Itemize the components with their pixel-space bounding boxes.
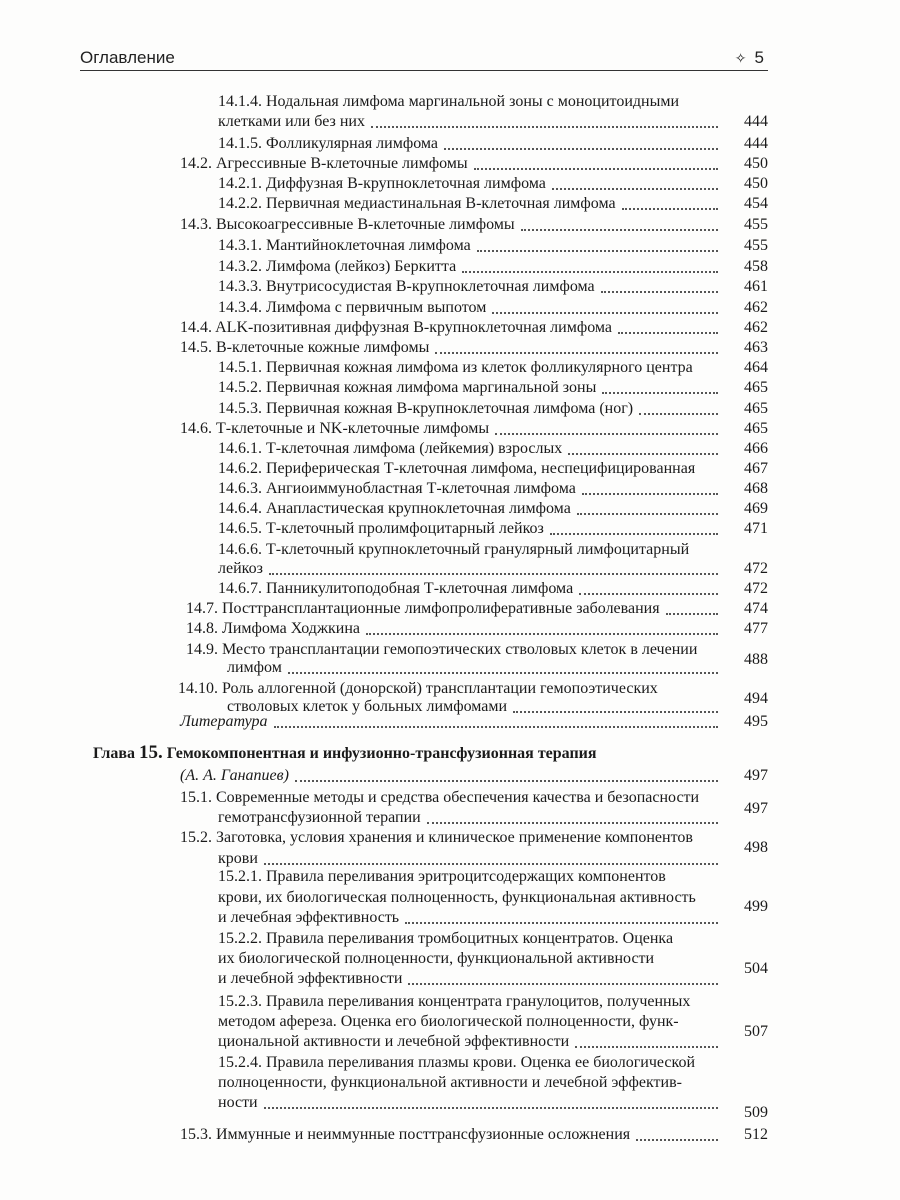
- toc-entry[interactable]: 14.5. В-клеточные кожные лимфомы: [180, 338, 724, 358]
- toc-entry-line: 15.2.4. Правила переливания плазмы крови. Оценка ее биологической: [218, 1054, 695, 1071]
- toc-entry[interactable]: стволовых клеток у больных лимфомами: [227, 697, 724, 717]
- chapter-heading[interactable]: Глава 15. Гемокомпонентная и инфузионно-трансфузионная терапия: [93, 742, 597, 763]
- toc-entry-line: их биологической полноценности, функциональной активности: [218, 950, 655, 967]
- toc-entry-line: 15.2.1. Правила переливания эритроцитсодержащих компонентов: [218, 868, 666, 885]
- toc-entry[interactable]: гемотрансфузионной терапии: [218, 808, 724, 828]
- toc-page-number: 477: [744, 620, 768, 637]
- toc-entry[interactable]: 14.3.4. Лимфома с первичным выпотом: [218, 298, 724, 318]
- toc-entry[interactable]: 14.8. Лимфома Ходжкина: [186, 619, 724, 639]
- toc-page-number: 465: [744, 400, 768, 417]
- toc-page-number: 461: [744, 278, 768, 295]
- toc-entry[interactable]: 14.6.7. Панникулитоподобная Т-клеточная лимфома: [218, 579, 724, 599]
- toc-entry[interactable]: 14.2.1. Диффузная В-крупноклеточная лимфома: [218, 174, 724, 194]
- toc-entry[interactable]: клетками или без них: [218, 112, 724, 132]
- toc-page-number: 488: [744, 651, 768, 668]
- toc-page-number: 462: [744, 319, 768, 336]
- toc-entry[interactable]: 14.3.3. Внутрисосудистая В-крупноклеточная лимфома: [218, 277, 724, 297]
- page-number: 5: [754, 48, 764, 67]
- toc-entry-line: 15.2.2. Правила переливания тромбоцитных концентратов. Оценка: [218, 930, 674, 947]
- toc-entry-line: 15.1. Современные методы и средства обеспечения качества и безопасности: [180, 789, 700, 806]
- toc-entry[interactable]: 14.3.2. Лимфома (лейкоз) Беркитта: [218, 257, 724, 277]
- toc-entry[interactable]: 14.2. Агрессивные В-клеточные лимфомы: [180, 154, 724, 174]
- header-title: Оглавление: [80, 48, 175, 67]
- toc-entry-line: 15.2. Заготовка, условия хранения и клиническое применение компонентов: [180, 829, 693, 846]
- toc-page-number: 444: [744, 113, 768, 130]
- toc-entry-line: 14.10. Роль аллогенной (донорской) трансплантации гемопоэтических: [178, 680, 658, 697]
- toc-page-number: 465: [744, 420, 768, 437]
- toc-entry[interactable]: ности: [218, 1093, 724, 1113]
- toc-entry[interactable]: лимфом: [227, 658, 724, 678]
- toc-entry[interactable]: 14.1.5. Фолликулярная лимфома: [218, 134, 724, 154]
- toc-page-number: 463: [744, 339, 768, 356]
- toc-entry[interactable]: 14.7. Посттрансплантационные лимфопролиферативные заболевания: [186, 599, 724, 619]
- toc-page-number: 471: [744, 520, 768, 537]
- ornament-icon: ✧: [734, 50, 747, 66]
- toc-entry-line: 14.9. Место трансплантации гемопоэтических стволовых клеток в лечении: [186, 641, 698, 658]
- toc-page-number: 504: [744, 960, 768, 977]
- toc-entry[interactable]: 14.6.3. Ангиоиммунобластная Т-клеточная лимфома: [218, 479, 724, 499]
- toc-page-number: 474: [744, 600, 768, 617]
- toc-page-number: 450: [744, 175, 768, 192]
- toc-page-number: 454: [744, 195, 768, 212]
- toc-entry[interactable]: 14.6.2. Периферическая Т-клеточная лимфома, неспецифицированная: [218, 460, 696, 477]
- toc-page-number: 498: [744, 839, 768, 856]
- toc-entry-author[interactable]: (А. А. Ганапиев): [180, 766, 724, 786]
- toc-page-number: 465: [744, 379, 768, 396]
- toc-entry-line: полноценности, функциональной активности и лечебной эффектив-: [218, 1074, 682, 1091]
- toc-page-number: 466: [744, 440, 768, 457]
- toc-entry[interactable]: 14.5.2. Первичная кожная лимфома маргинальной зоны: [218, 378, 724, 398]
- toc-page-number: 469: [744, 500, 768, 517]
- toc-entry[interactable]: 14.5.3. Первичная кожная В-крупноклеточная лимфома (ног): [218, 399, 724, 419]
- toc-entry[interactable]: 14.6.5. Т-клеточный пролимфоцитарный лейкоз: [218, 519, 724, 539]
- toc-entry[interactable]: 14.6.1. Т-клеточная лимфома (лейкемия) взрослых: [218, 439, 724, 459]
- toc-page-number: 497: [744, 800, 768, 817]
- toc-page-number: 495: [744, 713, 768, 730]
- toc-entry[interactable]: 14.4. ALK-позитивная диффузная В-крупноклеточная лимфома: [180, 318, 724, 338]
- toc-page-number: 472: [744, 560, 768, 577]
- toc-entry[interactable]: циональной активности и лечебной эффективности: [218, 1032, 724, 1052]
- toc-entry[interactable]: 14.2.2. Первичная медиастинальная В-клеточная лимфома: [218, 194, 724, 214]
- toc-page-number: 497: [744, 767, 768, 784]
- toc-page-number: 444: [744, 135, 768, 152]
- toc-entry[interactable]: 14.5.1. Первичная кожная лимфома из клеток фолликулярного центра: [218, 359, 693, 376]
- toc-page-number: 450: [744, 155, 768, 172]
- toc-entry-line: методом афереза. Оценка его биологической полноценности, функ-: [218, 1013, 679, 1030]
- toc-entry-line: 14.6.6. Т-клеточный крупноклеточный гранулярный лимфоцитарный: [218, 541, 690, 558]
- toc-entry-line: 14.1.4. Нодальная лимфома маргинальной зоны с моноцитоидными: [218, 93, 680, 110]
- leader-dots: [371, 125, 718, 128]
- toc-page-number: 512: [744, 1126, 768, 1143]
- toc-page-number: 494: [744, 690, 768, 707]
- toc-page-number: 458: [744, 258, 768, 275]
- toc-entry[interactable]: крови: [218, 849, 724, 869]
- toc-page-number: 509: [744, 1104, 768, 1121]
- toc-page-number: 499: [744, 898, 768, 915]
- toc-entry[interactable]: 15.3. Иммунные и неиммунные посттрансфузионные осложнения: [180, 1125, 724, 1145]
- toc-entry[interactable]: 14.6.4. Анапластическая крупноклеточная лимфома: [218, 499, 724, 519]
- toc-entry[interactable]: и лечебная эффективность: [218, 908, 724, 928]
- toc-entry[interactable]: и лечебной эффективности: [218, 969, 724, 989]
- toc-page-number: 472: [744, 580, 768, 597]
- toc-entry-line: крови, их биологическая полноценность, функциональная активность: [218, 889, 696, 906]
- toc-entry[interactable]: 14.3.1. Мантийноклеточная лимфома: [218, 236, 724, 256]
- toc-entry[interactable]: 14.6. Т-клеточные и NK-клеточные лимфомы: [180, 419, 724, 439]
- toc-page-number: 507: [744, 1023, 768, 1040]
- toc-page-number: 468: [744, 480, 768, 497]
- toc-entry[interactable]: лейкоз: [218, 559, 724, 579]
- toc-entry-literature[interactable]: Литература: [180, 712, 724, 732]
- toc-page-number: 455: [744, 216, 768, 233]
- toc-entry-line: 15.2.3. Правила переливания концентрата гранулоцитов, полученных: [218, 993, 691, 1010]
- toc-page-number: 462: [744, 299, 768, 316]
- toc-page-number: 464: [744, 359, 768, 376]
- toc-entry[interactable]: 14.3. Высокоагрессивные В-клеточные лимфомы: [180, 215, 724, 235]
- toc-page-number: 455: [744, 237, 768, 254]
- toc-page-number: 467: [744, 460, 768, 477]
